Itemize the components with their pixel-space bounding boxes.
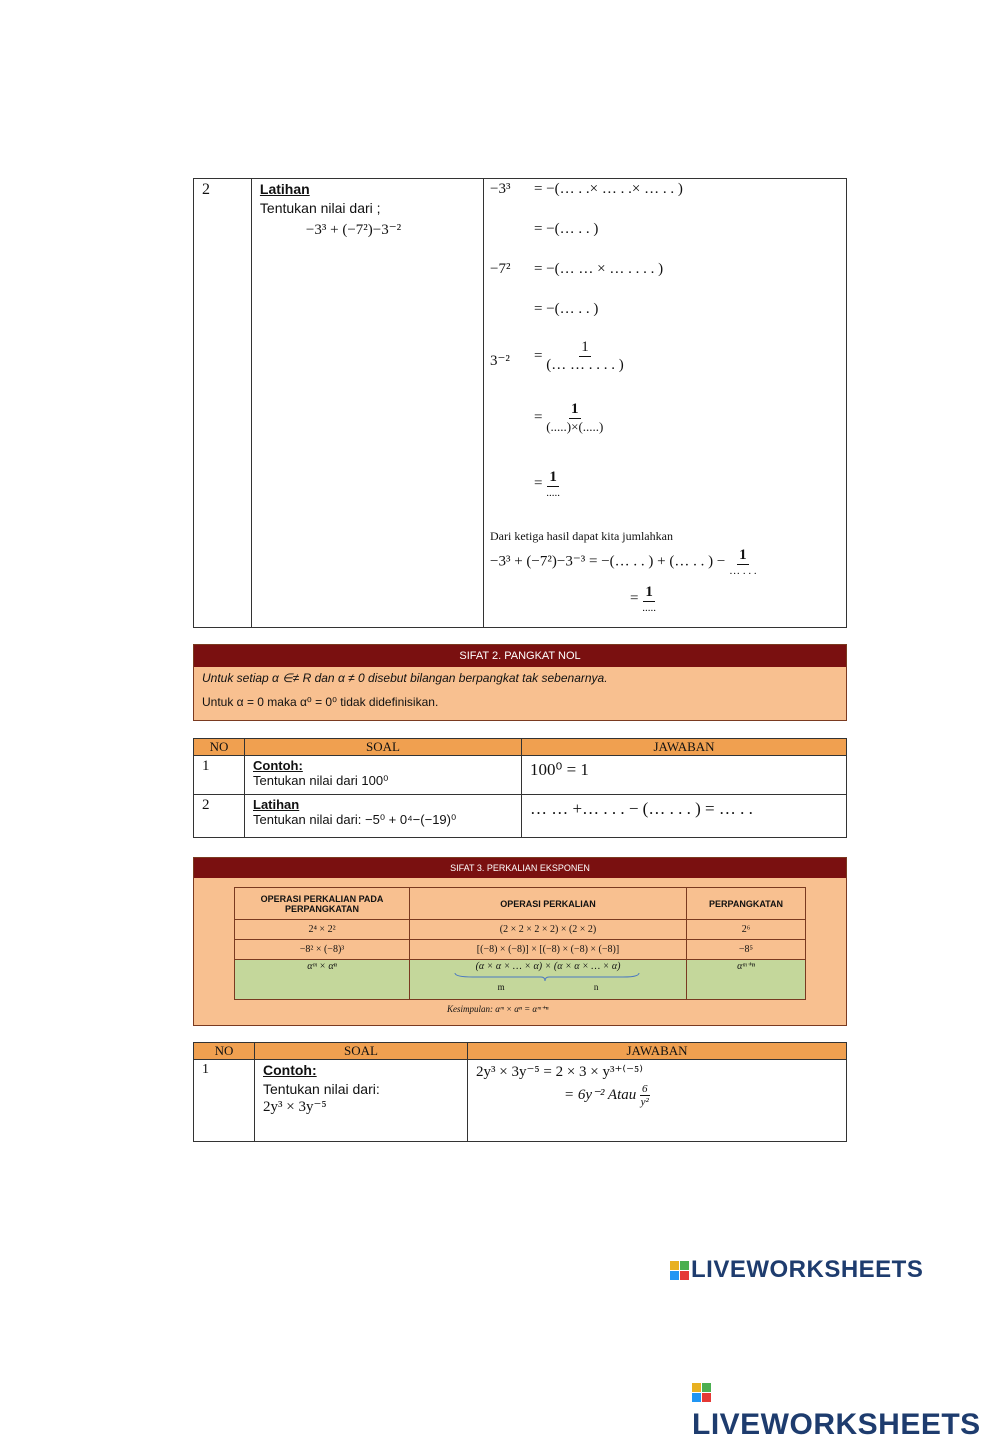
answer-line-2: = 6y⁻² Atau bbox=[564, 1086, 637, 1103]
header-soal: SOAL bbox=[255, 1043, 468, 1060]
table-row bbox=[194, 756, 847, 795]
row-number: 1 bbox=[194, 756, 245, 795]
header-operasi-pangkat: OPERASI PERKALIAN PADA PERPANGKATAN bbox=[235, 888, 410, 920]
step-5-numerator: 1 bbox=[581, 339, 589, 355]
answer-numerator: 6 bbox=[642, 1083, 648, 1095]
sifat-2-box bbox=[193, 644, 847, 721]
liveworksheets-logo: LIVEWORKSHEETS bbox=[670, 1256, 923, 1284]
answer-blank[interactable]: … … +… . . . − (… . . . ) = … . . bbox=[522, 795, 847, 838]
step-6-numerator: 1 bbox=[571, 401, 579, 417]
table-row bbox=[194, 1060, 847, 1142]
instruction-text: Tentukan nilai dari ; bbox=[259, 200, 381, 216]
sifat-2-line-1: Untuk setiap α ∈≠ R dan α ≠ 0 disebut bilangan berpangkat tak sebenarnya. bbox=[202, 671, 608, 685]
sifat-2-title: SIFAT 2. PANGKAT NOL bbox=[194, 645, 846, 667]
conclusion-text: Kesimpulan: αᵐ × αⁿ = αᵐ⁺ⁿ bbox=[447, 1004, 549, 1014]
row-number: 1 bbox=[194, 1060, 255, 1142]
step-5-blank[interactable]: (… … . . . . ) bbox=[546, 357, 624, 373]
cell-perkalian: (2 × 2 × 2 × 2) × (2 × 2) bbox=[410, 920, 687, 940]
row-title: Contoh: bbox=[263, 1062, 317, 1078]
answer-denominator: y² bbox=[640, 1096, 649, 1108]
row-title: Latihan bbox=[253, 797, 300, 812]
expression: −3³ + (−7²)−3⁻² bbox=[305, 222, 402, 238]
step-2-blank[interactable]: = −(… . . ) bbox=[534, 221, 599, 237]
row-title: Contoh: bbox=[253, 758, 303, 773]
exercise-table bbox=[193, 178, 847, 628]
step-7-numerator: 1 bbox=[549, 469, 557, 485]
answer-line-1: 2y³ × 3y⁻⁵ = 2 × 3 × y³⁺⁽⁻⁵⁾ bbox=[476, 1064, 643, 1080]
cell-perkalian: [(−8) × (−8)] × [(−8) × (−8) × (−8)] bbox=[410, 940, 687, 960]
sum-expression[interactable]: −3³ + (−7²)−3⁻³ = −(… . . ) + (… . . ) − bbox=[490, 553, 726, 570]
row-number: 2 bbox=[194, 179, 252, 628]
header-operasi-perkalian: OPERASI PERKALIAN bbox=[410, 888, 687, 920]
header-jawaban: JAWABAN bbox=[468, 1043, 847, 1060]
sifat-3-box bbox=[193, 857, 847, 1026]
step-3-left: −7² bbox=[490, 261, 511, 277]
perkalian-example-table bbox=[193, 1042, 847, 1142]
row-question: Tentukan nilai dari: −5⁰ + 0⁴−(−19)⁰ bbox=[253, 812, 457, 827]
brace-icon bbox=[453, 972, 643, 982]
header-no: NO bbox=[194, 739, 245, 756]
step-5-left: 3⁻² bbox=[490, 353, 510, 369]
final-numerator: 1 bbox=[645, 584, 653, 600]
step-4-blank[interactable]: = −(… . . ) bbox=[534, 301, 599, 317]
header-soal: SOAL bbox=[245, 739, 522, 756]
cell-hasil: αᵐ⁺ⁿ bbox=[687, 960, 806, 1000]
label-n: n bbox=[593, 982, 599, 992]
cell-pangkat: αᵐ × αⁿ bbox=[235, 960, 410, 1000]
perkalian-table bbox=[234, 887, 806, 1000]
row-answer: 100⁰ = 1 bbox=[522, 756, 847, 795]
final-answer-blank[interactable]: ..... bbox=[642, 602, 656, 614]
cell-hasil: −8⁵ bbox=[687, 940, 806, 960]
logo-icon bbox=[670, 1261, 689, 1280]
pangkat-nol-table bbox=[193, 738, 847, 838]
exercise-title: Latihan bbox=[259, 181, 310, 197]
step-7-blank[interactable]: ..... bbox=[546, 487, 560, 499]
logo-icon bbox=[692, 1383, 711, 1402]
row-question: Tentukan nilai dari 100⁰ bbox=[253, 773, 389, 788]
header-no: NO bbox=[194, 1043, 255, 1060]
header-jawaban: JAWABAN bbox=[522, 739, 847, 756]
question-cell bbox=[251, 179, 483, 628]
cell-perkalian: (α × α × … × α) × (α × α × … × α) bbox=[475, 961, 621, 972]
step-6-blank[interactable]: (.....)×(.....) bbox=[546, 419, 604, 434]
sum-numerator: 1 bbox=[739, 547, 747, 563]
step-3-blank[interactable]: = −(… … × … . . . . ) bbox=[534, 261, 664, 277]
summary-text: Dari ketiga hasil dapat kita jumlahkan bbox=[490, 529, 673, 543]
sifat-2-line-2: Untuk α = 0 maka α⁰ = 0⁰ tidak didefinisikan. bbox=[202, 695, 439, 709]
label-m: m bbox=[497, 982, 505, 992]
row-number: 2 bbox=[194, 795, 245, 838]
liveworksheets-logo-footer: LIVEWORKSHEETS bbox=[692, 1374, 1000, 1442]
row-expression: 2y³ × 3y⁻⁵ bbox=[263, 1099, 327, 1115]
cell-hasil: 2⁶ bbox=[687, 920, 806, 940]
sifat-3-title: SIFAT 3. PERKALIAN EKSPONEN bbox=[194, 858, 846, 878]
cell-pangkat: −8² × (−8)³ bbox=[235, 940, 410, 960]
cell-pangkat: 2⁴ × 2² bbox=[235, 920, 410, 940]
step-1-left: −3³ bbox=[490, 181, 511, 197]
sum-denominator-blank[interactable]: … . . . bbox=[729, 565, 757, 577]
answer-cell: −3³ = −(… . .× … . .× … . . ) = −(… . . ) −7² = −(… … × … . . . . ) = −(… . . ) 3⁻² = $\frac{1}{(\dots \dots . . . . )}$ = $\frac{1}{(.....)\times(.....)}$ = $\frac{1}{.....}$ Dari ketiga hasil dapat kita jumlahkan −3³ + (−7²)−3⁻³ = −(… . . ) + (… . . ) − $\frac{1}{\dots . . .}$ = $\frac{1}{.....}$ bbox=[484, 179, 847, 628]
header-perpangkatan: PERPANGKATAN bbox=[687, 888, 806, 920]
table-row bbox=[194, 795, 847, 838]
row-question: Tentukan nilai dari: bbox=[263, 1081, 380, 1097]
step-1-blank[interactable]: = −(… . .× … . .× … . . ) bbox=[534, 181, 683, 197]
